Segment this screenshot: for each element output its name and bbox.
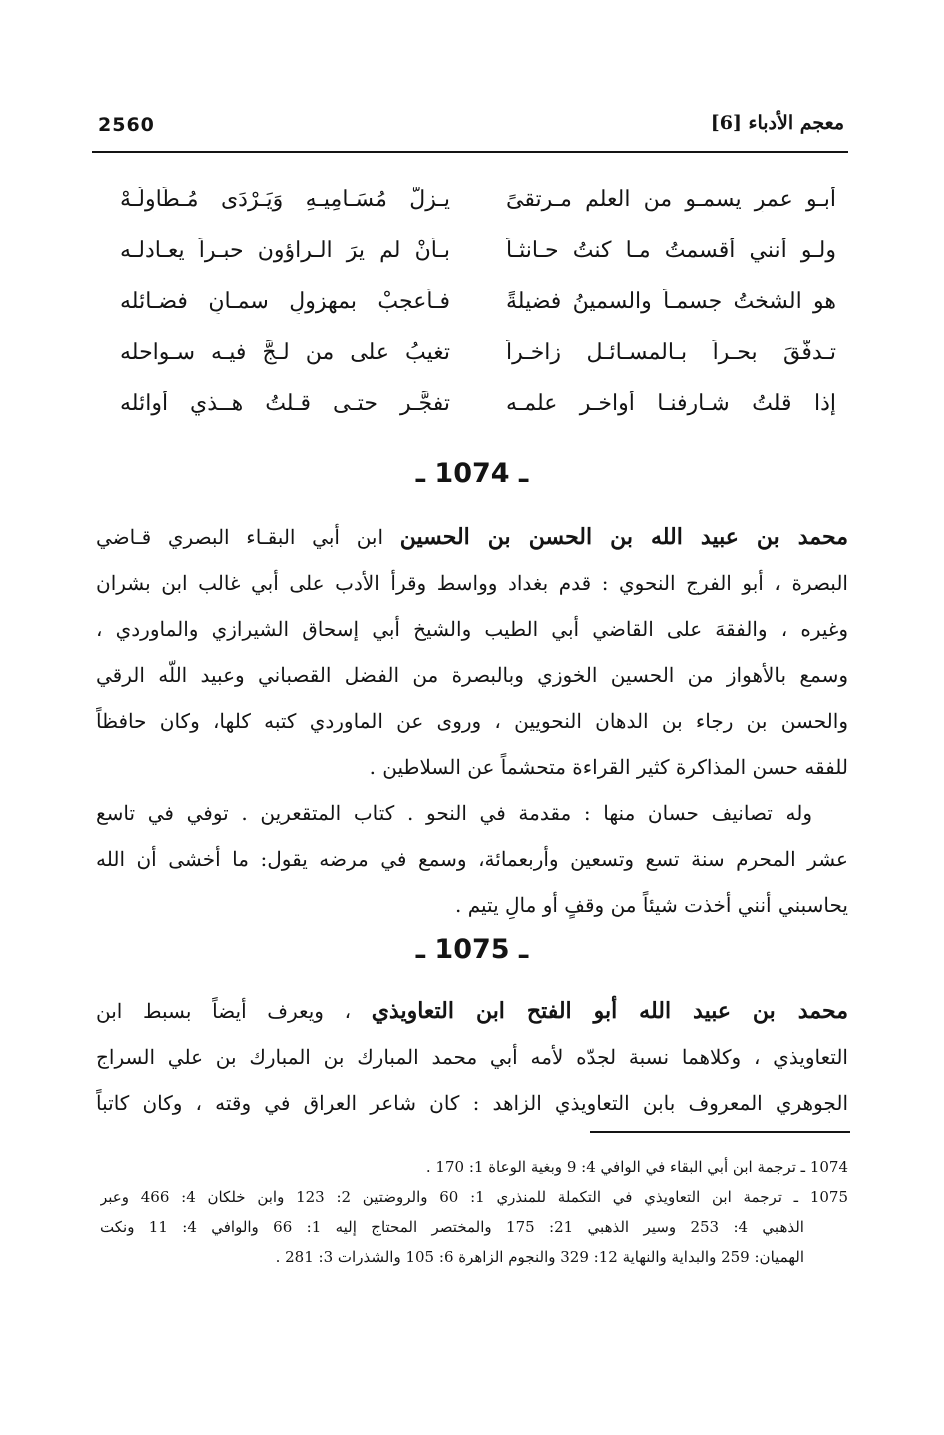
entry-first-line-text: ، ويعرف أيضاً بسبط ابن [96,999,352,1023]
header-rule [92,151,848,153]
text-line: التعاويذي ، وكلاهما نسبة لجدّه لأمه أبي محمد المبارك بن المبارك بن علي السراج [96,1045,848,1069]
poem [120,174,836,429]
verse-second-hemistich: بـأنْ لم يرَ الـراؤون حبـراً يعـادلـه [120,238,450,263]
text-line: يحاسبني أنني أخذت شيئاً من وقفٍ أو مالِ يتيم . [455,893,848,917]
verse [120,225,836,276]
verse-first-hemistich: ولـو أنني أقسمتُ مـا كنتُ حـانثـاً [506,238,836,263]
entry-1075-body [96,988,848,1126]
entry-first-line [96,988,848,1034]
entry-name: محمد بن عبيد الله بن الحسن بن الحسين [399,524,848,550]
verse-first-hemistich: أبـو عمرٍ يسمـو من العلم مـرتقىً [506,187,836,212]
page-number: 2560 [98,114,155,136]
entry-1074-body [96,514,848,928]
text-line: البصرة ، أبو الفرج النحوي : قدم بغداد وواسط وقرأ الأدب على أبي غالب ابن بشران [96,571,848,595]
text-line: وسمع بالأهواز من الحسين الخوزي وبالبصرة من الفضل القصباني وعبيد اللّه الرقي [96,663,848,687]
verse [120,378,836,429]
footnotes [100,1152,848,1272]
verse-second-hemistich: تفجَّـر حتـى قـلتُ هــذي أوائله [120,391,450,416]
entry-first-line [96,514,848,560]
entry-number-1074: ـ 1074 ـ [415,458,529,489]
text-line: وله تصانيف حسان منها : مقدمة في النحو . كتاب المتقعرين . توفي في تاسع [96,801,812,825]
footnote-1074: 1074 ـ ترجمة ابن أبي البقاء في الوافي 4: 9 وبغية الوعاة 1: 170 . [425,1158,848,1176]
entry-first-line-text: ابن أبي البقـاء البصري قـاضي [96,525,384,549]
text-line: والحسن بن رجاء بن الدهان النحويين ، وروى عن الماوردي كتبه كلها، وكان حافظاً [96,709,848,733]
text-line: وغيره ، والفقهَ على القاضي أبي الطيب والشيخ أبي إسحاق الشيرازي والماوردي ، [96,617,848,641]
entry-number-1075: ـ 1075 ـ [415,934,529,965]
verse-first-hemistich: تـدفَّقَ بحـراً بـالمسـائـل زاخـراً [506,340,836,365]
verse-first-hemistich: إذا قلتُ شـارفنـا أواخـر علمـه [506,391,836,416]
text-line: الجوهري المعروف بابن التعاويذي الزاهد : كان شاعر العراق في وقته ، وكان كاتباً [96,1091,848,1115]
text-line: للفقه حسن المذاكرة كثير القراءة متحشماً عن السلاطين . [369,755,848,779]
verse [120,327,836,378]
verse [120,174,836,225]
footnote-1075-continuation: الذهبي 4: 253 وسير الذهبي 21: 175 والمختصر المحتاج إليه 1: 66 والوافي 4: 11 ونكت [100,1218,804,1236]
footnote-1075-continuation: الهميان: 259 والبداية والنهاية 12: 329 والنجوم الزاهرة 6: 105 والشذرات 3: 281 . [275,1248,804,1266]
verse-second-hemistich: تغيبُ على من لـجَّ فيـه سـواحله [120,340,450,365]
page-header [92,112,844,144]
verse [120,276,836,327]
running-title: معجم الأدباء [6] [710,112,844,134]
footnote-1075: 1075 ـ ترجمة ابن التعاويذي في التكملة للمنذري 1: 60 والروضتين 2: 123 وابن خلكان 4: 466 وعبر [100,1188,848,1206]
verse-first-hemistich: هو الشختُ جسمـاً والسمينُ فضيلةً [506,289,836,314]
verse-second-hemistich: يـزلُّ مُسَـامِيـهِ وَيَـرْدَى مُـطَاوِلُـهْ [120,187,450,212]
text-line: عشر المحرم سنة تسع وتسعين وأربعمائة، وسمع في مرضه يقول: ما أخشى أن الله [96,847,848,871]
verse-second-hemistich: فـأعجبْ بمهزولٍ سمـانٍ فضـائله [120,289,450,314]
footnote-rule [590,1131,850,1133]
entry-name: محمد بن عبيد الله أبو الفتح ابن التعاويذي [371,998,848,1024]
